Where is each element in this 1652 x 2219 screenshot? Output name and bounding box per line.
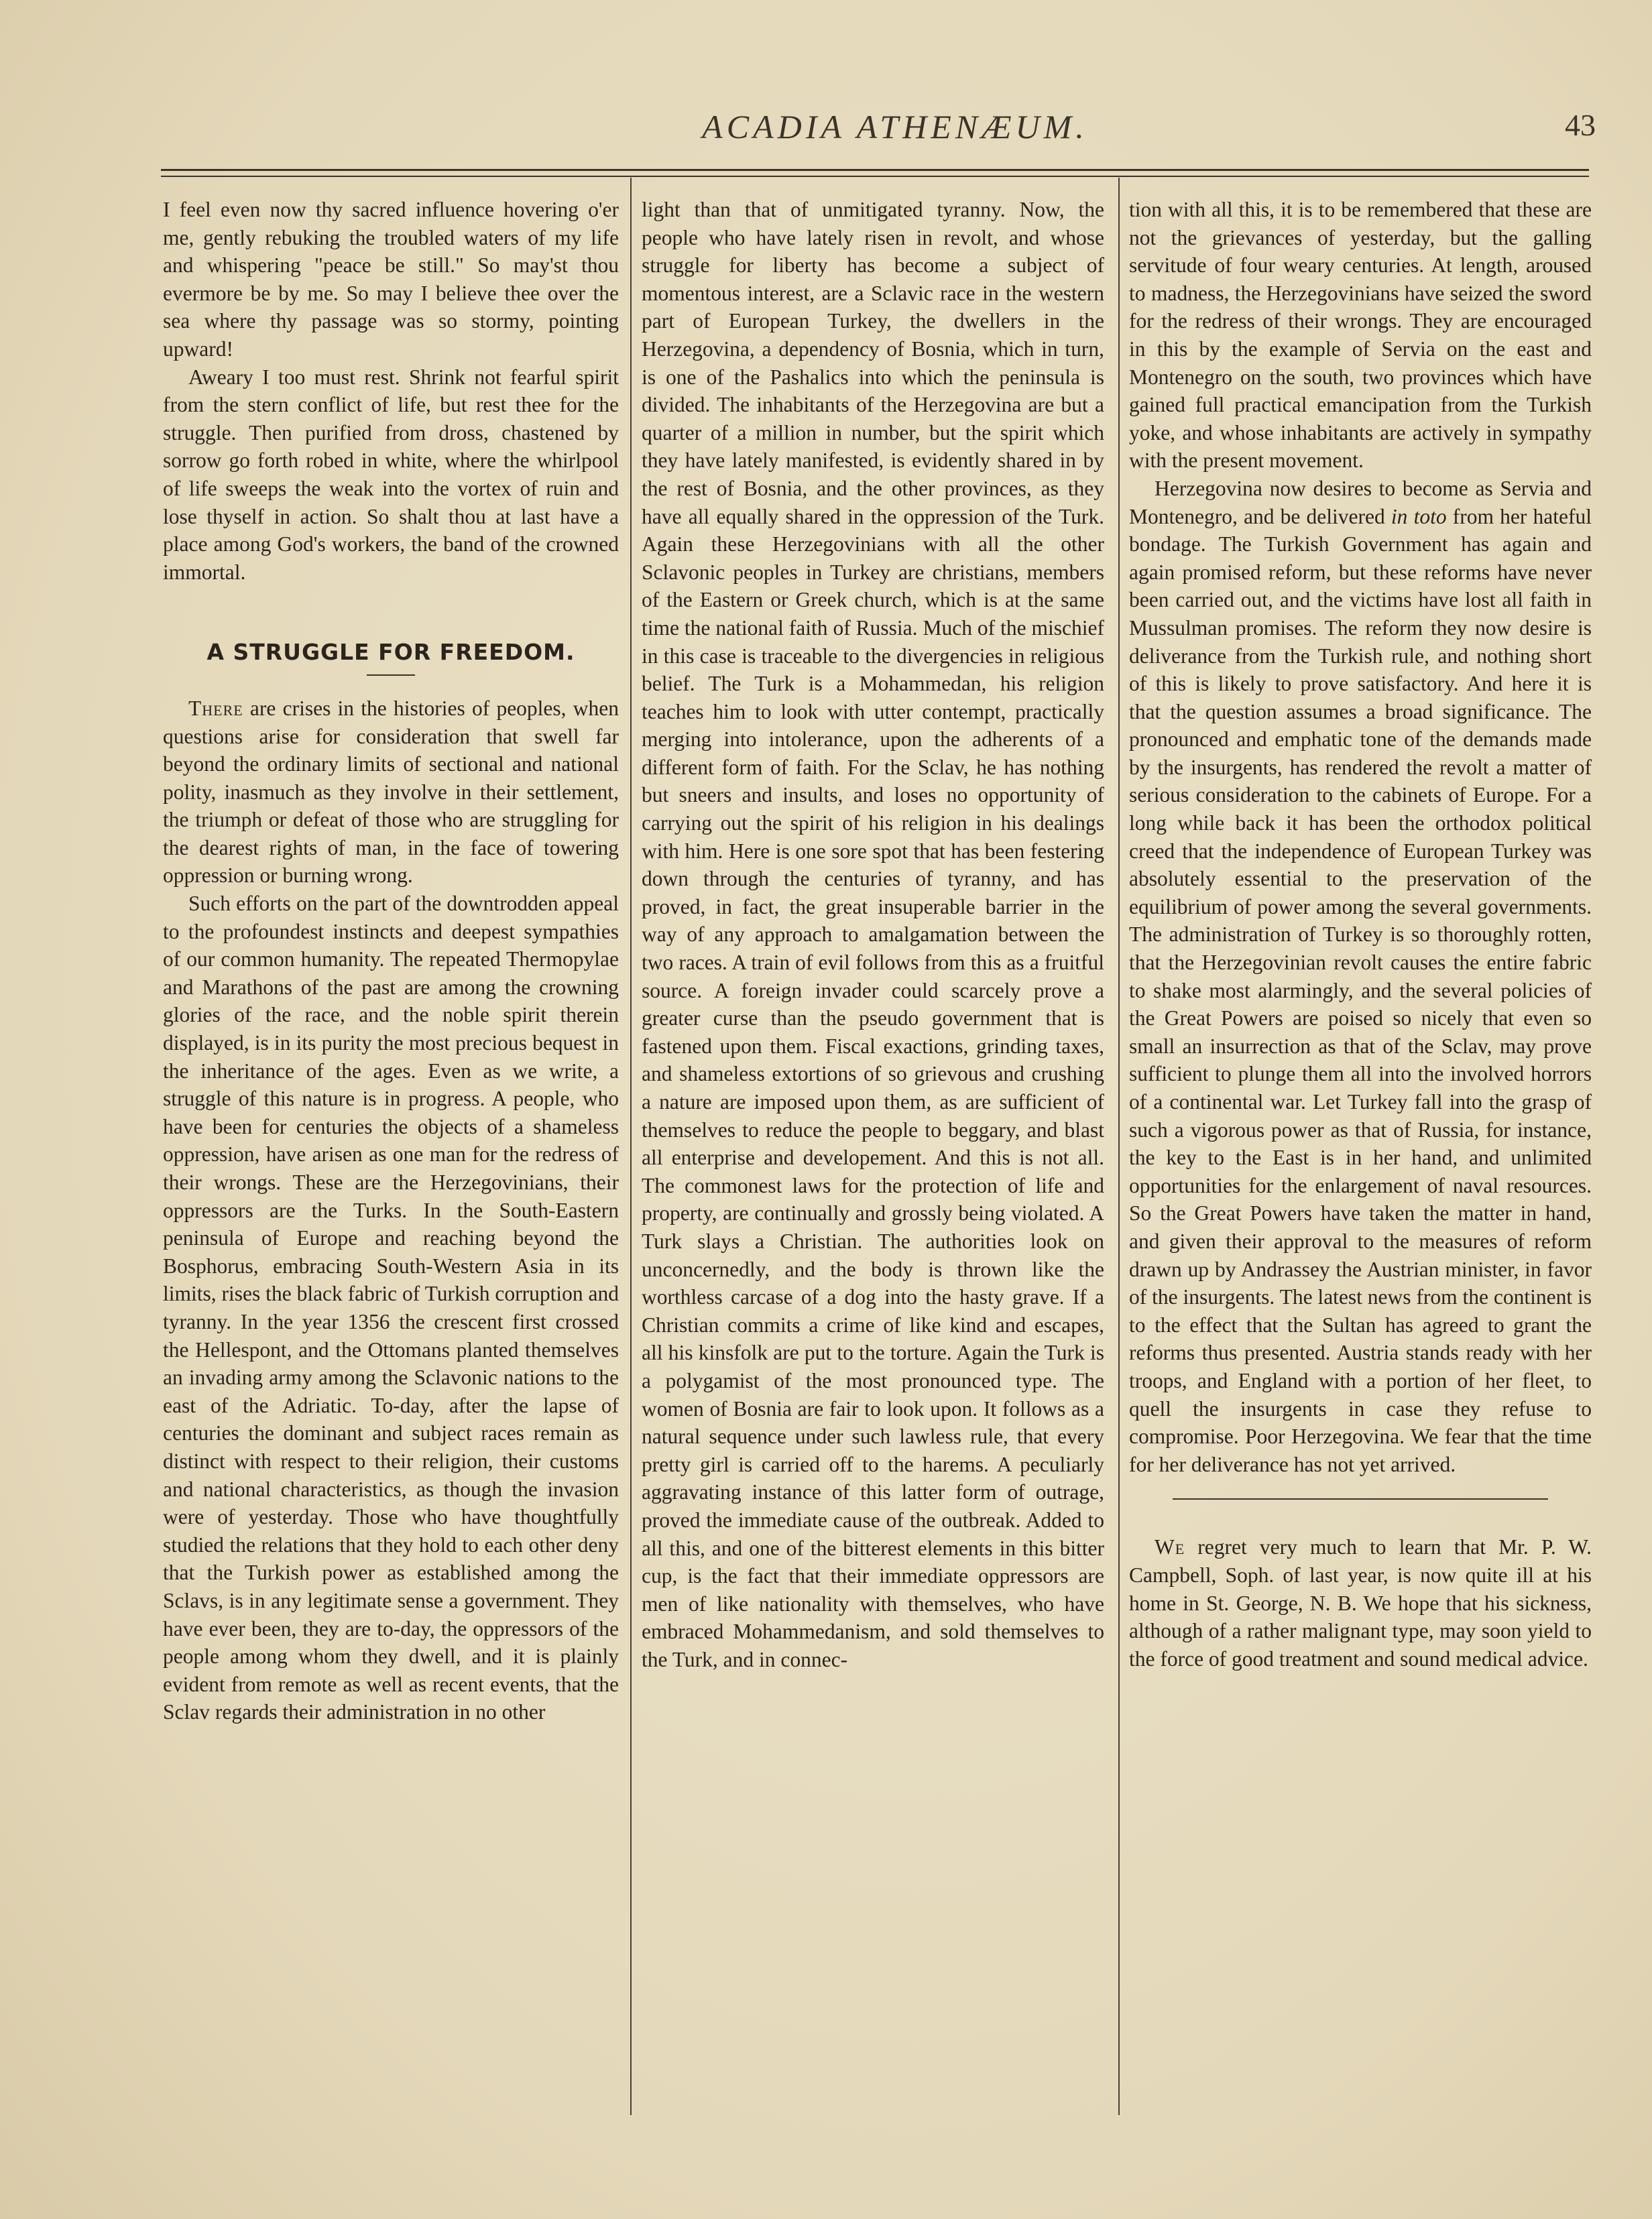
- article-paragraph-4: [1129, 475, 1592, 1478]
- poem-paragraph-2: Aweary I too must rest. Shrink not fearful spirit from the stern conflict of life, but rest thee for the struggle. Then purified from dross, chastened by sorrow go forth robed in white, where the whirlpool of life sweeps the weak into the vortex of ruin and lose thyself in action. So shalt thou at last have a place among God's workers, the band of the crowned immortal.: [163, 365, 619, 584]
- column-divider-2: [1118, 178, 1120, 2115]
- column-1: [163, 196, 619, 1726]
- article-paragraph-2: Such efforts on the part of the downtrodden appeal to the profoundest instincts and deepest sympathies of our common humanity. The repeated Thermopylae and Marathons of the past are among the crowning glories of the race, and the noble spirit therein displayed, is in its purity the most precious bequest in the inheritance of the ages. Even as we write, a struggle of this nature is in progress. A people, who have been for centuries the objects of a shameless oppression, have arisen as one man for the redress of their wrongs. These are the Herzegovinians, their oppressors are the Turks. In the South-Eastern peninsula of Europe and reaching beyond the Bosphorus, embracing South-Western Asia in its limits, rises the black fabric of Turkish corruption and tyranny. In the year 1356 the crescent first crossed the Hellespont, and the Ottomans planted themselves an invading army among the Sclavonic nations to the east of the Adriatic. To-day, after the lapse of centuries the dominant and subject races remain as distinct with respect to their religion, their customs and national characteristics, as though the invasion were of yesterday. Those who have thoughtfully studied the relations that they hold to each other deny that the Turkish power as established among the Sclavs, is in any legitimate sense a government. They have ever been, they are to-day, the oppressors of the people among whom they dwell, and it is plainly evident from remote as well as recent events, that the Sclav regards their administration in no other: [163, 892, 619, 1724]
- article-title: A STRUGGLE FOR FREEDOM.: [206, 639, 575, 666]
- poem-paragraph-1: I feel even now thy sacred influence hovering o'er me, gently rebuking the troubled waters of my life and whispering "peace be still." So may'st thou evermore be by me. So may I believe thee over the sea where thy passage was so stormy, pointing upward!: [163, 198, 619, 361]
- notice-lead-word: We: [1155, 1535, 1185, 1559]
- column-2: [642, 196, 1104, 1673]
- article-lead-word: There: [188, 696, 243, 720]
- header-rule-top: [161, 169, 1589, 171]
- article-paragraph-1-text: are crises in the histories of peoples, when questions arise for consideration that swell far beyond the ordinary limits of sectional and national polity, inasmuch as they involve in their settlement, the triumph or defeat of those who are struggling for the dearest rights of man, in the face of towering oppression or burning wrong.: [163, 696, 619, 888]
- page-number: 43: [1565, 108, 1596, 142]
- title-underline: [367, 674, 415, 676]
- column-3: [1129, 196, 1592, 1673]
- article-paragraph-3: tion with all this, it is to be remembered that these are not the grievances of yesterday, but the galling servitude of four weary centuries. At length, aroused to madness, the Herzegovinians have seized the sword for the redress of their wrongs. They are encouraged in this by the example of Servia on the east and Montenegro on the south, two provinces which have gained full practical emancipation from the Turkish yoke, and whose inhabitants are actively in sympathy with the present movement.: [1129, 198, 1592, 473]
- article-continuation: light than that of unmitigated tyranny. Now, the people who have lately risen in revolt, and whose struggle for liberty has become a subject of momentous interest, are a Sclavic race in the western part of European Turkey, the dwellers in the Herzegovina, a dependency of Bosnia, which in turn, is one of the Pashalics into which the peninsula is divided. The inhabitants of the Herzegovina are but a quarter of a million in number, but the spirit which they have lately manifested, is evidently shared in by the rest of Bosnia, and the other provinces, as they have all equally shared in the oppression of the Turk. Again these Herzegovinians with all the other Sclavonic peoples in Turkey are christians, members of the Eastern or Greek church, which is at the same time the national faith of Russia. Much of the mischief in this case is traceable to the divergencies in religious belief. The Turk is a Mohammedan, his religion teaches him to look with utter contempt, practically merging into intolerance, upon the adherents of a different form of faith. For the Sclav, he has nothing but sneers and insults, and loses no opportunity of carrying out the spirit of his religion in his dealings with him. Here is one sore spot that has been festering down through the centuries of tyranny, and has proved, in fact, the great insuperable barrier in the way of any approach to amalgamation between the two races. A train of evil follows from this as a fruitful source. A foreign invader could scarcely prove a greater curse than the pseudo government that is fastened upon them. Fiscal exactions, grinding taxes, and shameless extortions of so grievous and crushing a nature are imposed upon them, as are sufficient of themselves to reduce the people to beggary, and blast all enterprise and developement. And this is not all. The commonest laws for the protection of life and property, are continually and grossly being violated. A Turk slays a Christian. The authorities look on unconcernedly, and the body is thrown like the worthless carcase of a dog into the hasty grave. If a Christian commits a crime of like kind and escapes, all his kinsfolk are put to the torture. Again the Turk is a polygamist of the most pronounced type. The women of Bosnia are fair to look upon. It follows as a natural sequence under such lawless rule, that every pretty girl is carried off to the harems. A peculiarly aggravating instance of this latter form of outrage, proved the immediate cause of the outbreak. Added to all this, and one of the bitterest elements in this bitter cup, is the fact that their immediate oppressors are men of like nationality with themselves, who have embraced Mohammedanism, and sold themselves to the Turk, and in connec-: [642, 198, 1104, 1671]
- running-title: ACADIA ATHENÆUM.: [702, 108, 1088, 145]
- page-header: [154, 107, 1596, 154]
- notice-text: regret very much to learn that Mr. P. W. Campbell, Soph. of last year, is now quite ill at his home in St. George, N. B. We hope that his sickness, although of a rather malignant type, may soon yield to the force of good treatment and sound medical advice.: [1129, 1535, 1592, 1671]
- section-divider: [1173, 1498, 1548, 1500]
- personal-notice: [1129, 1533, 1592, 1673]
- paragraph-4-rest: from her hateful bondage. The Turkish Government has again and again promised reform, but these reforms have never been carried out, and the victims have lost all faith in Mussulman promises. The reform they now desire is deliverance from the Turkish rule, and nothing short of this is likely to prove satisfactory. And here it is that the question assumes a broad significance. The pronounced and emphatic tone of the demands made by the insurgents, has rendered the revolt a matter of serious consideration to the cabinets of Europe. For a long while back it has been the orthodox political creed that the independence of European Turkey was absolutely essential to the preservation of the equilibrium of power among the several governments. The administration of Turkey is so thoroughly rotten, that the Herzegovinian revolt causes the entire fabric to shake most alarmingly, and the several policies of the Great Powers are poised so nicely that even so small an insurrection as that of the Sclav, may prove sufficient to plunge them all into the involved horrors of a continental war. Let Turkey fall into the grasp of such a vigorous power as that of Russia, for instance, the key to the East is in her hand, and unlimited opportunities for the enlargement of naval resources. So the Great Powers have taken the matter in hand, and given their approval to the measures of reform drawn up by Andrassey the Austrian minister, in favor of the insurgents. The latest news from the continent is to the effect that the Sultan has agreed to grant the reforms thus presented. Austria stands ready with her troops, and England with a portion of her fleet, to quell the insurgents in case they refuse to compromise. Poor Herzegovina. We fear that the time for her deliverance has not yet arrived.: [1129, 504, 1592, 1476]
- article-paragraph-1: [163, 695, 619, 890]
- paragraph-4-start: Herzegovina now desires to become as Servia and Montenegro, and be delivered: [1129, 476, 1592, 528]
- italic-phrase: in toto: [1391, 504, 1447, 528]
- header-rule-bottom: [161, 176, 1589, 177]
- column-divider-1: [630, 178, 632, 2115]
